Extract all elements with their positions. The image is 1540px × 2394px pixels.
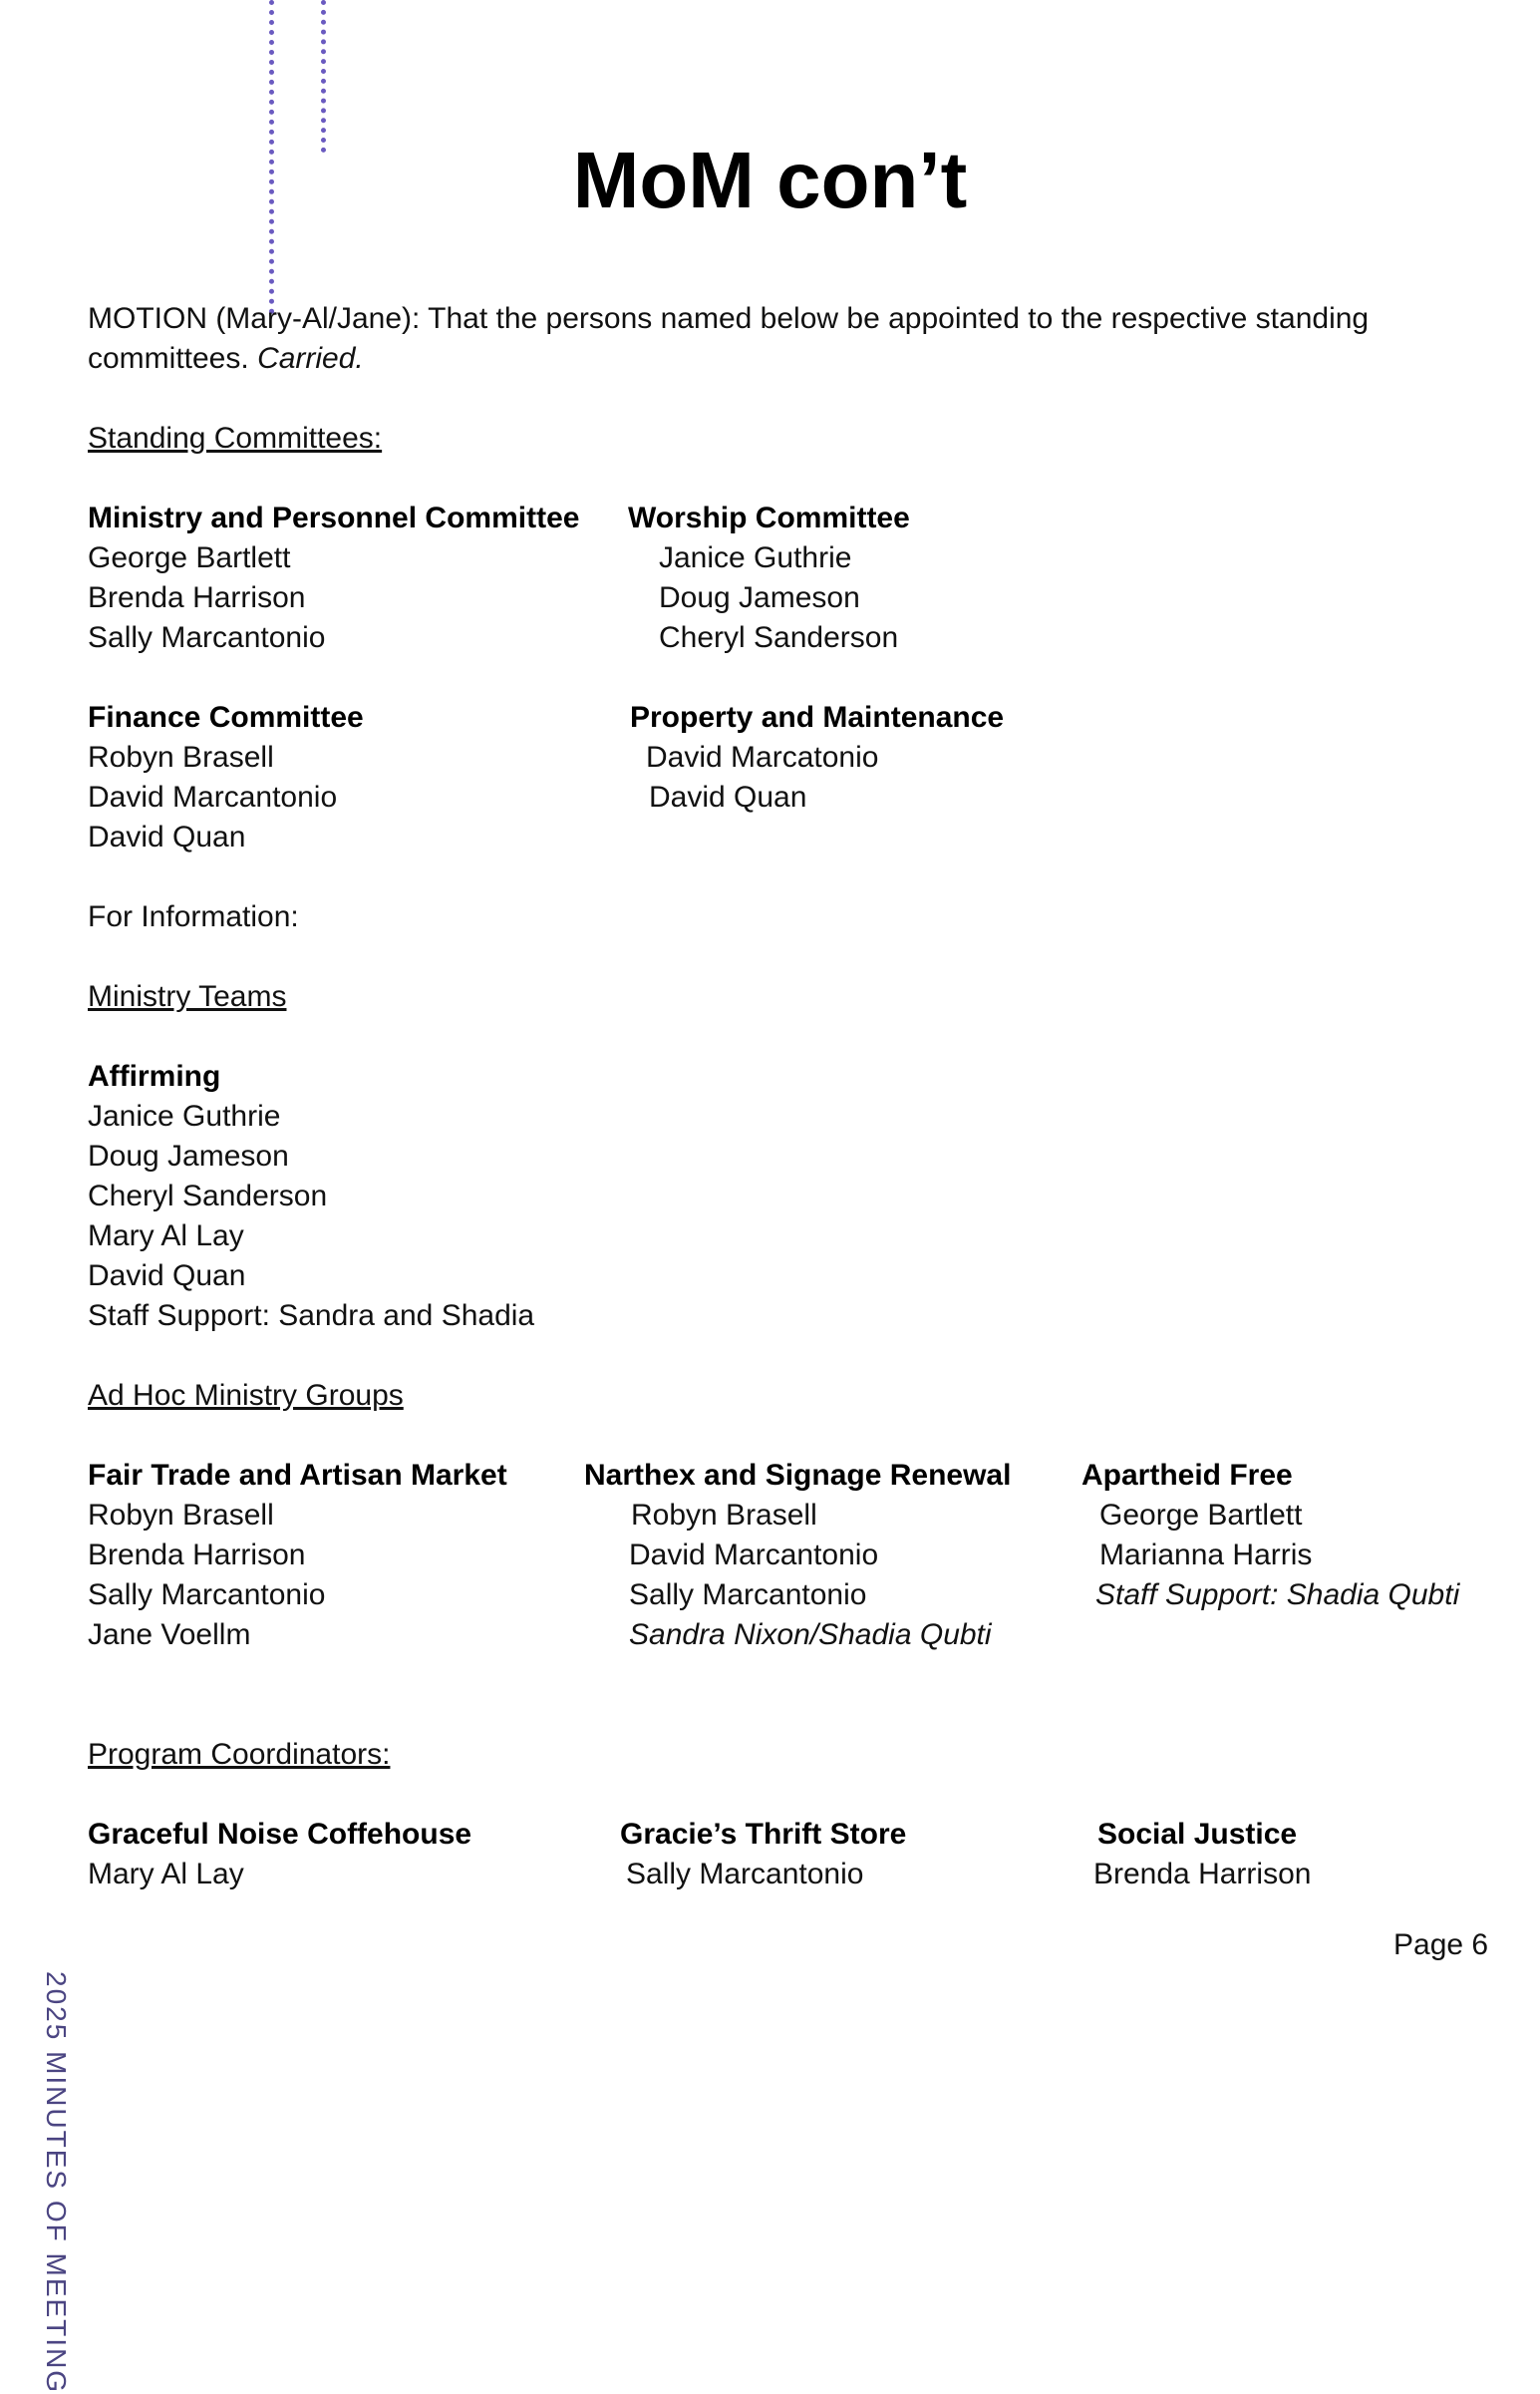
member-name: Staff Support: Sandra and Shadia	[88, 1299, 535, 1332]
member-name: Brenda Harrison	[88, 1539, 306, 1571]
page-number: Page 6	[1393, 1928, 1489, 1961]
decorative-dotted-line-short	[321, 0, 326, 153]
motion-paragraph	[88, 299, 1443, 379]
member-name: Doug Jameson	[88, 1140, 289, 1173]
ministry-teams-heading: Ministry Teams	[88, 980, 287, 1013]
standing-committees-heading: Standing Committees:	[88, 422, 383, 455]
group-title: Narthex and Signage Renewal	[584, 1459, 1012, 1492]
program-coordinators-heading: Program Coordinators:	[88, 1738, 391, 1771]
committee-title: Worship Committee	[628, 502, 910, 534]
member-name: Jane Voellm	[88, 1618, 251, 1651]
member-name: Brenda Harrison	[1093, 1858, 1312, 1890]
program-title: Social Justice	[1097, 1818, 1298, 1851]
member-name: David Marcantonio	[629, 1539, 879, 1571]
committee-title: Property and Maintenance	[630, 701, 1005, 734]
member-name: David Quan	[88, 821, 246, 854]
member-name: George Bartlett	[88, 541, 291, 574]
member-name: Cheryl Sanderson	[659, 621, 899, 654]
group-title: Fair Trade and Artisan Market	[88, 1459, 507, 1492]
program-title: Graceful Noise Coffehouse	[88, 1818, 472, 1851]
group-title: Apartheid Free	[1081, 1459, 1293, 1492]
member-name: Sally Marcantonio	[626, 1858, 864, 1890]
member-name: Janice Guthrie	[88, 1100, 281, 1133]
committee-title: Ministry and Personnel Committee	[88, 502, 580, 534]
ad-hoc-heading: Ad Hoc Ministry Groups	[88, 1379, 404, 1412]
page-title: MoM con’t	[572, 136, 968, 224]
member-name: Robyn Brasell	[631, 1499, 817, 1532]
team-title: Affirming	[88, 1060, 221, 1093]
member-name: Doug Jameson	[659, 581, 860, 614]
member-name: George Bartlett	[1099, 1499, 1303, 1532]
member-name: Robyn Brasell	[88, 741, 274, 774]
for-information-label: For Information:	[88, 900, 299, 933]
member-name: Janice Guthrie	[659, 541, 852, 574]
sidebar-label: 2025 MINUTES OF MEETING	[41, 1971, 72, 2394]
member-name: Marianna Harris	[1099, 1539, 1313, 1571]
member-name: Robyn Brasell	[88, 1499, 274, 1532]
member-name: Sally Marcantonio	[629, 1578, 867, 1611]
member-name: Cheryl Sanderson	[88, 1180, 328, 1212]
staff-support: Sandra Nixon/Shadia Qubti	[629, 1618, 992, 1651]
member-name: Sally Marcantonio	[88, 621, 326, 654]
motion-text: MOTION (Mary-Al/Jane): That the persons named below be appointed to the respective standing committees.	[88, 302, 1370, 375]
member-name: Brenda Harrison	[88, 581, 306, 614]
member-name: Sally Marcantonio	[88, 1578, 326, 1611]
committee-title: Finance Committee	[88, 701, 364, 734]
member-name: Mary Al Lay	[88, 1219, 244, 1252]
member-name: David Quan	[88, 1259, 246, 1292]
member-name: Mary Al Lay	[88, 1858, 244, 1890]
staff-support: Staff Support: Shadia Qubti	[1095, 1578, 1460, 1611]
motion-result: Carried.	[257, 342, 364, 375]
member-name: David Marcantonio	[88, 781, 338, 814]
program-title: Gracie’s Thrift Store	[620, 1818, 907, 1851]
member-name: David Marcatonio	[646, 741, 879, 774]
member-name: David Quan	[649, 781, 807, 814]
